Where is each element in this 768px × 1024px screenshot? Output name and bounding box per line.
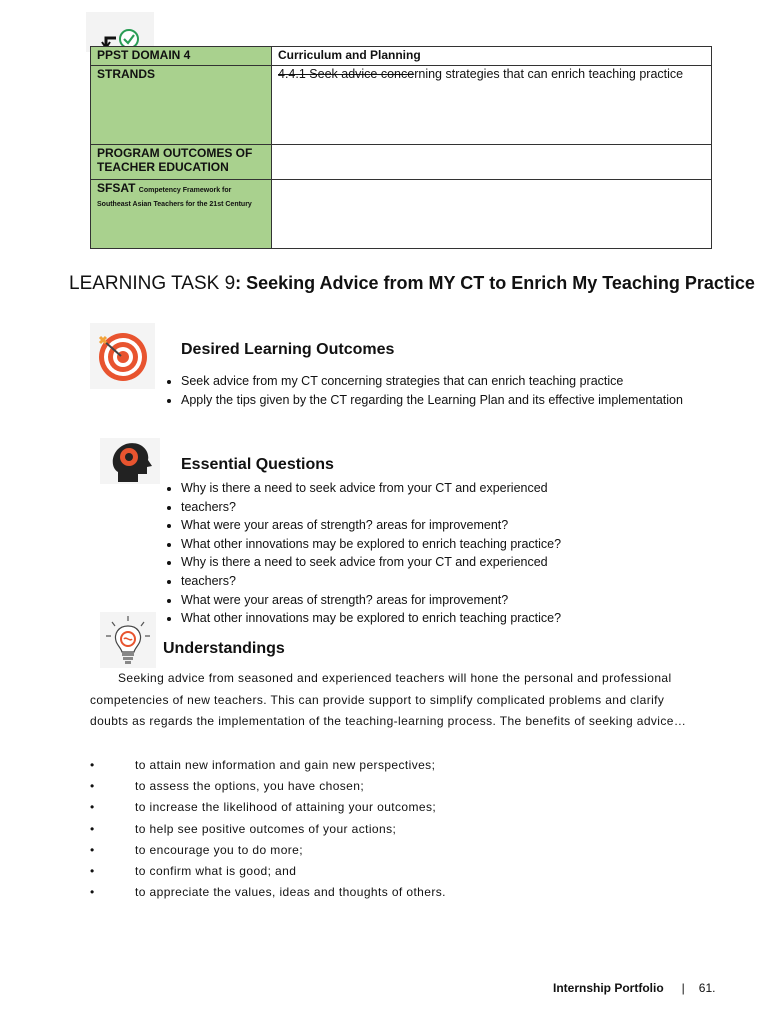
sfsat-label-cell: [91, 180, 272, 249]
list-item: • to confirm what is good; and: [90, 864, 297, 879]
understandings-paragraph: Seeking advice from seasoned and experienced teachers will hone the personal and professional competencies of new teachers. This can provide support to simplify complicated problems and clarify doubts as regards the implementation of the teaching-learning process. The benefits of seeking advice…: [90, 671, 687, 728]
desired-outcomes-list: [163, 372, 683, 409]
footer-separator: |: [681, 981, 685, 995]
benefits-list: [90, 755, 446, 903]
list-item: • What were your areas of strength? areas for improvement?: [181, 516, 561, 535]
ppst-table: [90, 46, 712, 249]
list-item: • What other innovations may be explored to enrich teaching practice?: [181, 535, 561, 554]
list-item: • to encourage you to do more;: [90, 842, 303, 857]
program-outcomes-label: PROGRAM OUTCOMES OF TEACHER EDUCATION: [91, 145, 272, 180]
list-item: • to assess the options, you have chosen;: [90, 779, 365, 794]
desired-outcomes-heading: Desired Learning Outcomes: [181, 341, 395, 358]
list-item: • to increase the likelihood of attaining your outcomes;: [90, 800, 437, 815]
learning-task-prefix: LEARNING TASK 9: [69, 273, 236, 294]
strands-value: [272, 66, 712, 145]
list-item: • What were your areas of strength? areas for improvement?: [181, 591, 561, 610]
essential-questions-list: [163, 479, 561, 628]
list-item: • to help see positive outcomes of your actions;: [90, 821, 397, 836]
strands-text: rning strategies that can enrich teaching practice: [414, 67, 684, 81]
list-item: • Seek advice from my CT concerning strategies that can enrich teaching practice: [181, 372, 683, 391]
sfsat-label: SFSAT: [97, 181, 136, 195]
program-outcomes-value: [272, 145, 712, 180]
list-item: • Why is there a need to seek advice from your CT and experienced: [181, 479, 561, 498]
list-item: • teachers?: [181, 498, 561, 517]
table-row: [91, 145, 712, 180]
ppst-domain-value: Curriculum and Planning: [272, 47, 712, 66]
list-item: • Apply the tips given by the CT regarding the Learning Plan and its effective implementation: [181, 391, 683, 410]
page-number: 61.: [698, 981, 716, 995]
essential-questions-heading: Essential Questions: [181, 456, 334, 473]
list-item: • teachers?: [181, 572, 561, 591]
sfsat-value: [272, 180, 712, 249]
sfsat-note: Competency Framework for Southeast Asian Teachers for the 21st Century: [97, 187, 252, 208]
learning-task-heading: : Seeking Advice from MY CT to Enrich My Teaching Practice: [235, 273, 755, 293]
footer-brand: Internship Portfolio: [553, 981, 664, 995]
learning-task-title: [69, 273, 755, 295]
target-icon: [90, 323, 155, 389]
list-item: • What other innovations may be explored to enrich teaching practice?: [181, 609, 561, 628]
table-row: [91, 66, 712, 145]
ppst-domain-label: PPST DOMAIN 4: [91, 47, 272, 66]
lightbulb-brain-icon: [100, 612, 156, 668]
list-item: • Why is there a need to seek advice from your CT and experienced: [181, 553, 561, 572]
strands-label: STRANDS: [91, 66, 272, 145]
strands-struck-text: 4.4.1 Seek advice conce: [278, 67, 415, 81]
head-gear-icon: [100, 438, 160, 484]
table-row: [91, 47, 712, 66]
understandings-heading: Understandings: [163, 640, 285, 657]
table-row: [91, 180, 712, 249]
list-item: • to attain new information and gain new perspectives;: [90, 758, 436, 772]
list-item: • to appreciate the values, ideas and thoughts of others.: [90, 885, 446, 900]
page-footer: [553, 981, 715, 995]
